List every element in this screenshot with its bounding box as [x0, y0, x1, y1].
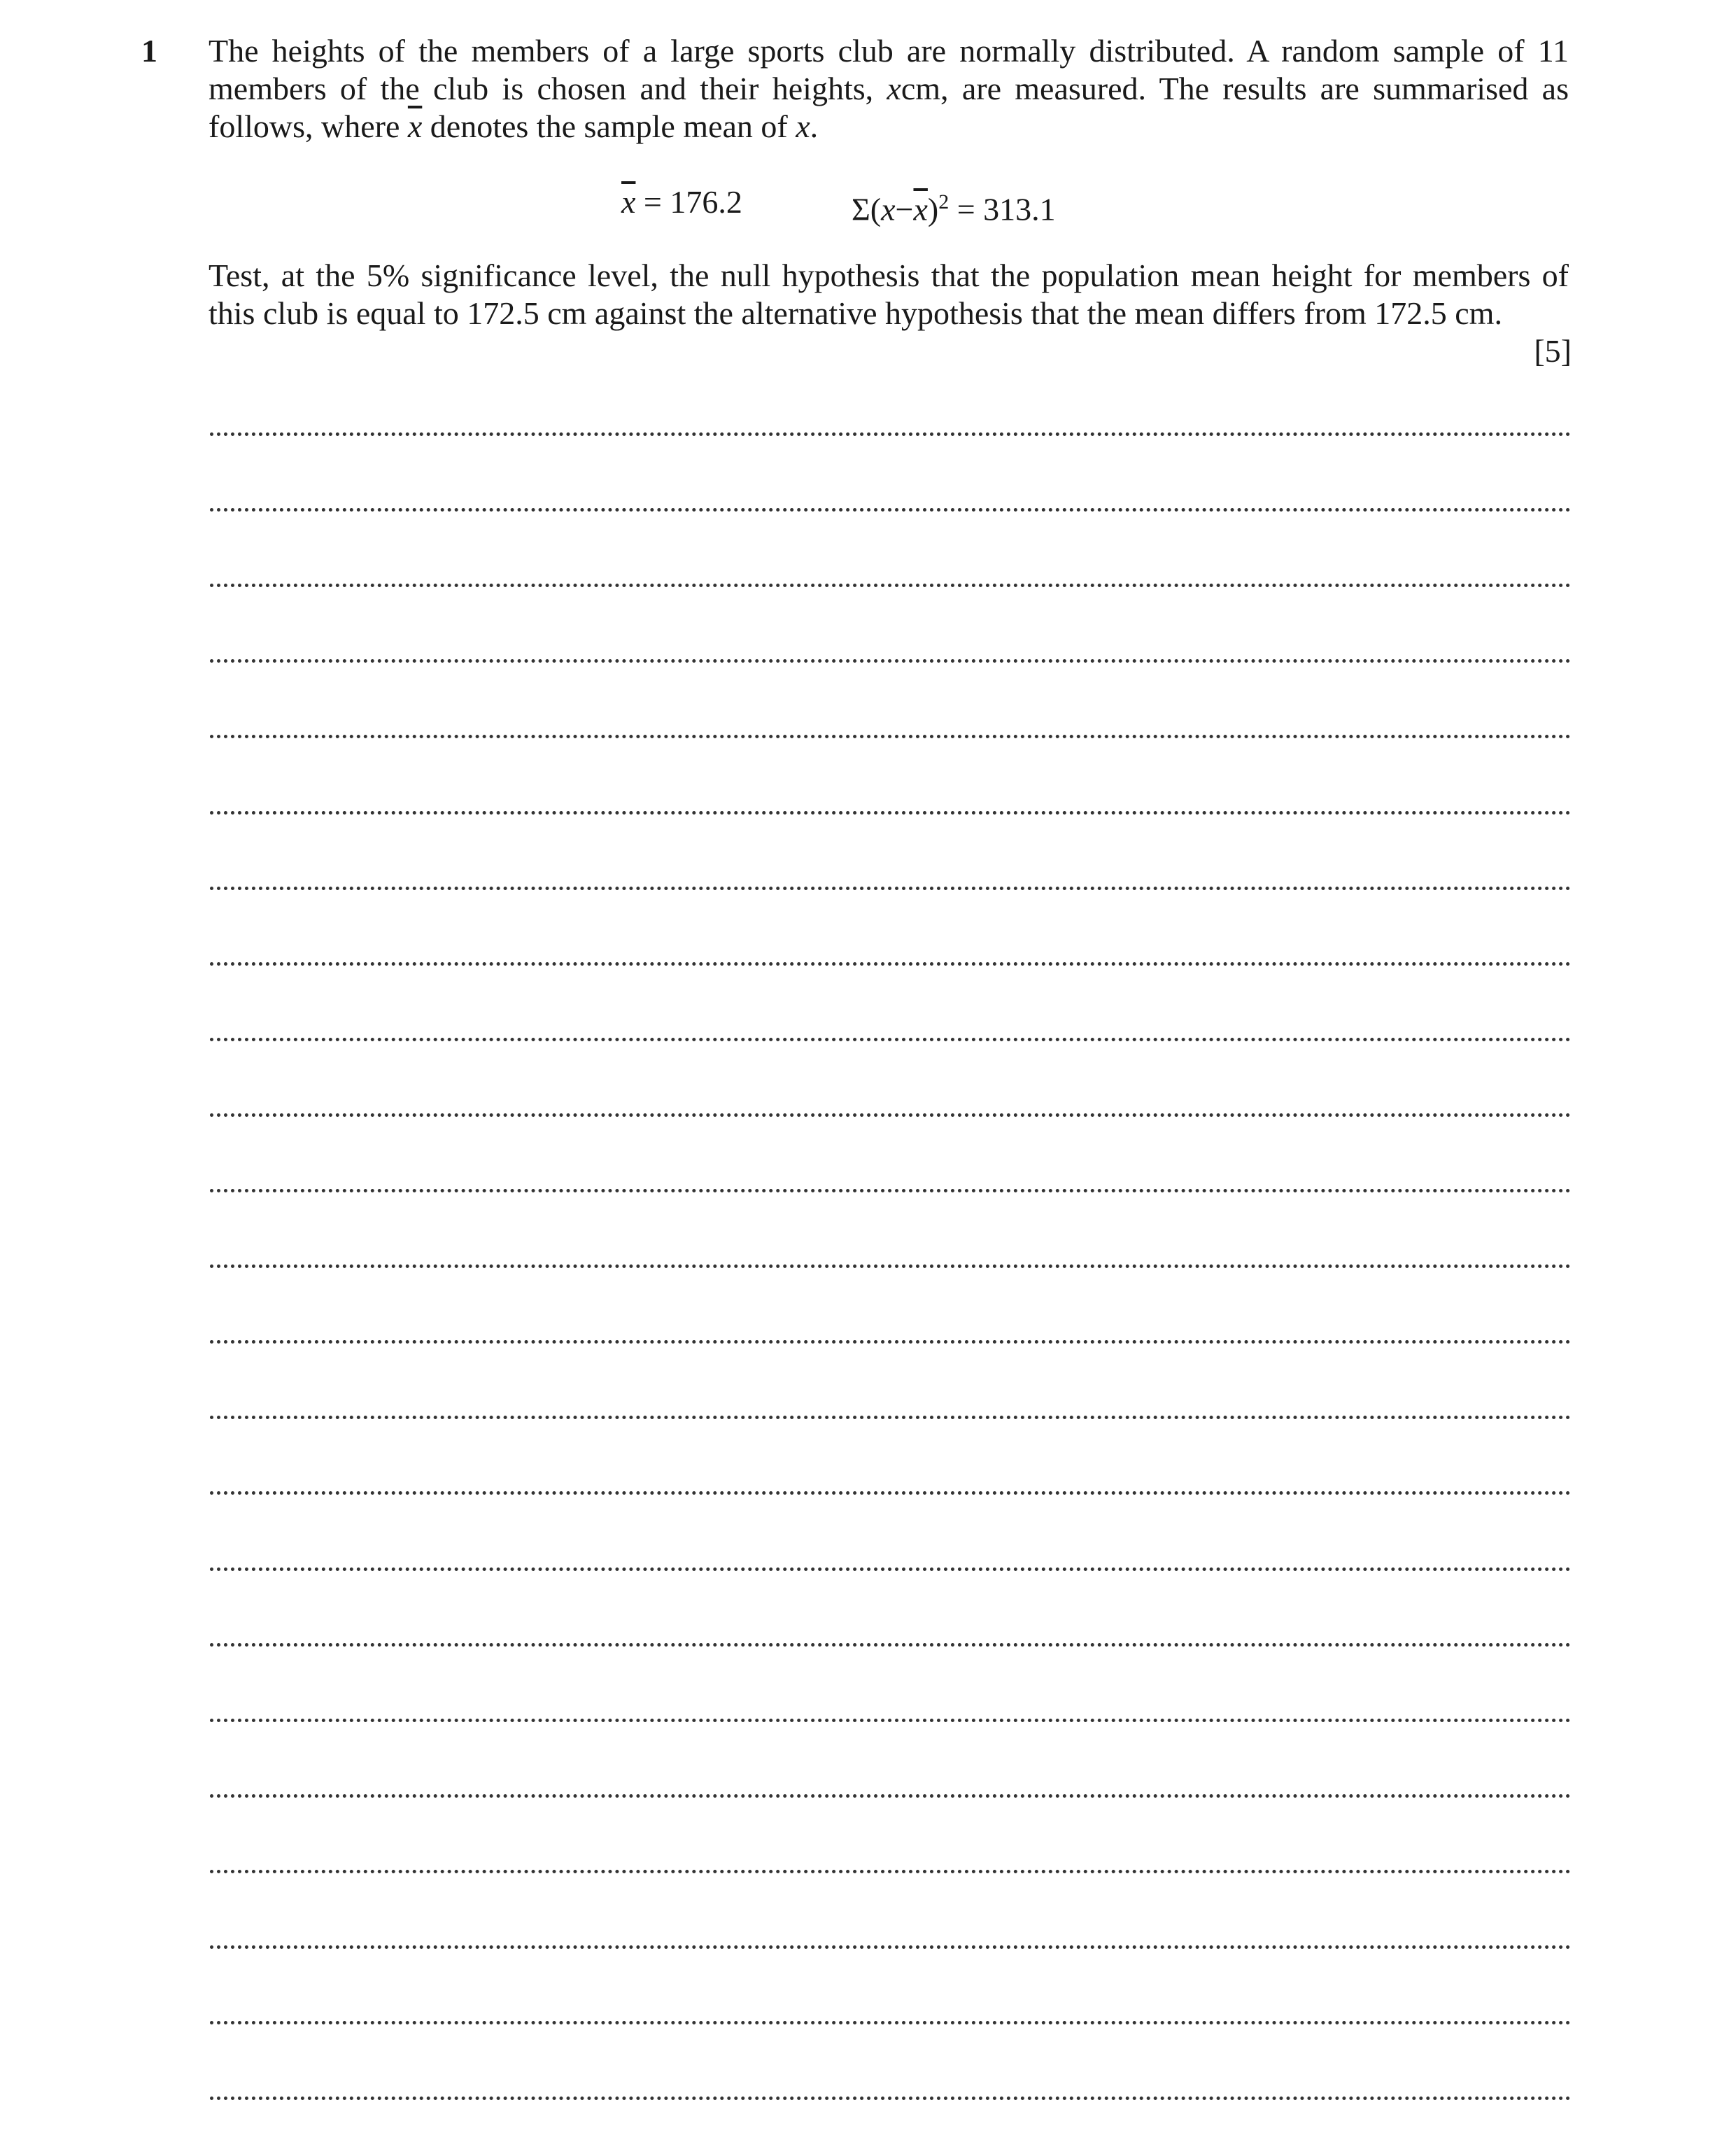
answer-line[interactable]: [210, 1643, 1571, 1647]
question-intro: [209, 32, 1569, 146]
intro-text-3: denotes the sample mean of: [422, 108, 796, 144]
answer-line[interactable]: [210, 584, 1571, 587]
answer-line[interactable]: [210, 659, 1571, 663]
variable-x: x: [796, 108, 810, 144]
answer-line[interactable]: [210, 1113, 1571, 1117]
sum-minus: −: [895, 191, 914, 227]
marks-allocation: [5]: [1534, 333, 1572, 369]
question-number: 1: [141, 33, 157, 69]
answer-line[interactable]: [210, 887, 1571, 890]
answer-line[interactable]: [210, 1945, 1571, 1949]
answer-line[interactable]: [210, 1491, 1571, 1495]
variable-x: x: [887, 71, 901, 106]
answer-line[interactable]: [210, 811, 1571, 815]
answer-line[interactable]: [210, 508, 1571, 512]
answer-line[interactable]: [210, 1340, 1571, 1344]
answer-line[interactable]: [210, 2097, 1571, 2100]
answer-line[interactable]: [210, 1870, 1571, 1873]
intro-text-2: cm, are measured. The results are summarised as follows, where: [209, 71, 1569, 144]
answer-line[interactable]: [210, 735, 1571, 738]
intro-text-4: .: [810, 108, 819, 144]
answer-line[interactable]: [210, 1189, 1571, 1192]
intro-text-1: The heights of the members of a large sports club are normally distributed. A random sample of 11 members of the club is chosen and their heights,: [209, 33, 1569, 106]
sum-xbar: $\overline{x}$: [913, 191, 928, 227]
variable-xbar: $\overline{x}$: [407, 108, 423, 144]
answer-line[interactable]: [210, 1416, 1571, 1419]
formula-xbar: $\overline{x}$: [621, 184, 636, 220]
sum-close: ): [927, 191, 939, 227]
answer-line[interactable]: [210, 1567, 1571, 1571]
answer-line[interactable]: [210, 432, 1571, 436]
answer-line[interactable]: [210, 962, 1571, 966]
formula-sum-of-squares: [852, 183, 1056, 228]
answer-line[interactable]: [210, 2021, 1571, 2024]
formula-mean-value: = 176.2: [635, 184, 742, 220]
sum-power: 2: [938, 190, 950, 213]
sum-value: = 313.1: [949, 191, 1056, 227]
answer-line[interactable]: [210, 1794, 1571, 1798]
answer-line[interactable]: [210, 1719, 1571, 1722]
sum-prefix: Σ(: [852, 191, 882, 227]
sum-x: x: [881, 191, 896, 227]
answer-line[interactable]: [210, 1038, 1571, 1041]
formula-sample-mean: [621, 183, 742, 221]
question-task: Test, at the 5% significance level, the null hypothesis that the population mean height for members of this club is equal to 172.5 cm against the alternative hypothesis that the mean differs from 172.5 cm.: [209, 258, 1569, 331]
answer-line[interactable]: [210, 1264, 1571, 1268]
